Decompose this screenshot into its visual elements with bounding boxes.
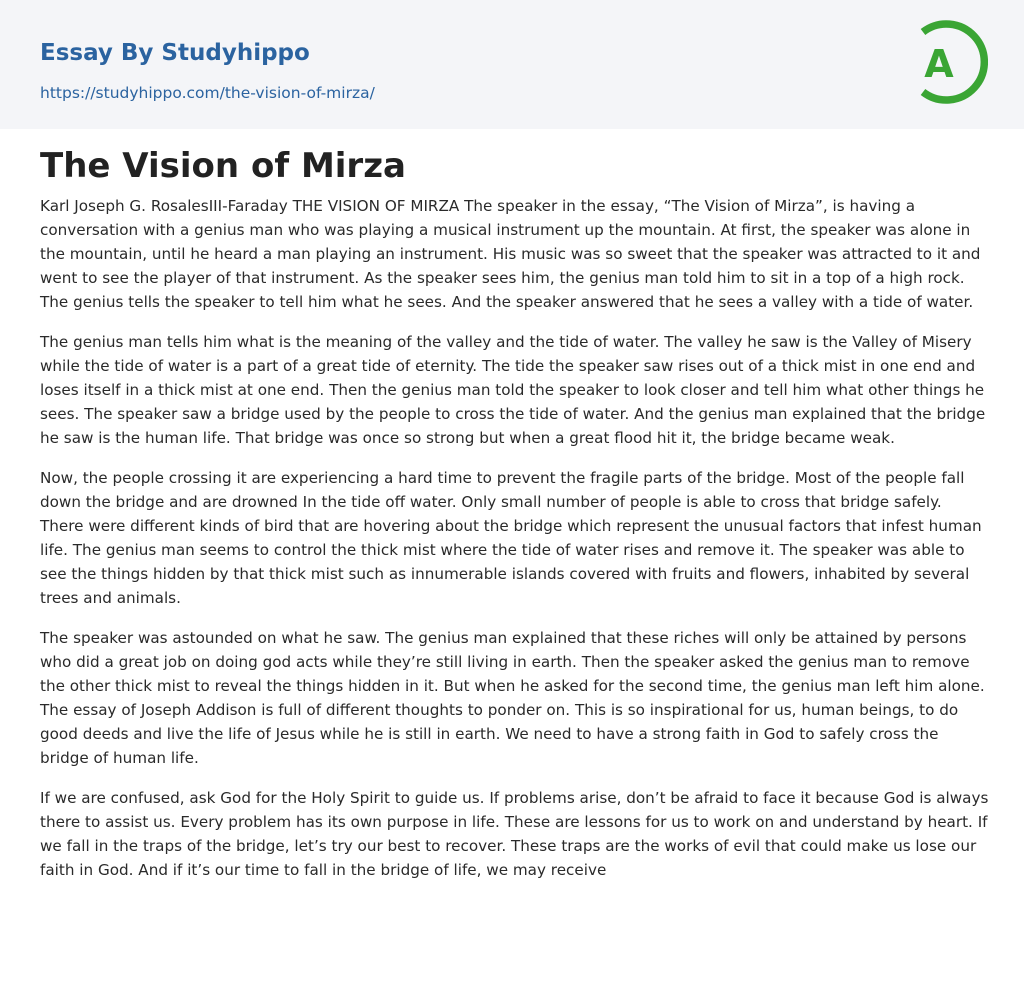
- article-paragraph: The genius man tells him what is the meaning of the valley and the tide of water. The valley he saw is the Valley of Misery while the tide of water is a part of a great tide of eternity. The tide the speaker saw rises out of a thick mist in one end and loses itself in a thick mist at one end. Then the genius man told the speaker to look closer and tell him what other things he sees. The speaker saw a bridge used by the people to cross the tide of water. And the genius man explained that the bridge he saw is the human life. That bridge was once so strong but when a great flood hit it, the bridge became weak.: [40, 333, 986, 447]
- site-brand[interactable]: Essay By Studyhippo: [40, 40, 310, 66]
- article-title: The Vision of Mirza: [40, 146, 406, 186]
- article-paragraph: Now, the people crossing it are experiencing a hard time to prevent the fragile parts of the bridge. Most of the people fall down the bridge and are drowned In the tide off water. Only small number of people is able to cross that bridge safely. There were different kinds of bird that are hovering about the bridge which represent the unusual factors that infest human life. The genius man seems to control the thick mist where the tide of water rises and remove it. The speaker was able to see the things hidden by that thick mist such as innumerable islands covered with fruits and flowers, inhabited by several trees and animals.: [40, 469, 982, 607]
- article-url-link[interactable]: https://studyhippo.com/the-vision-of-mirza/: [40, 84, 375, 102]
- article-paragraph: Karl Joseph G. RosalesIII-Faraday THE VISION OF MIRZA The speaker in the essay, “The Vision of Mirza”, is having a conversation with a genius man who was playing a musical instrument up the mountain. At first, the speaker was alone in the mountain, until he heard a man playing an instrument. His music was so sweet that the speaker was attracted to it and went to see the player of that instrument. As the speaker sees him, the genius man told him to sit in a top of a high rock. The genius tells the speaker to tell him what he sees. And the speaker answered that he sees a valley with a tide of water.: [40, 197, 981, 311]
- studyhippo-a-logo-icon[interactable]: [902, 18, 988, 106]
- article-paragraph: The speaker was astounded on what he saw. The genius man explained that these riches will only be attained by persons who did a great job on doing god acts while they’re still living in earth. Then the speaker asked the genius man to remove the other thick mist to reveal the things hidden in it. But when he asked for the second time, the genius man left him alone. The essay of Joseph Addison is full of different thoughts to ponder on. This is so inspirational for us, human beings, to do good deeds and live the life of Jesus while he is still in earth. We need to have a strong faith in God to safely cross the bridge of human life.: [40, 629, 985, 767]
- page-header: [0, 0, 1024, 129]
- logo-letter: A: [924, 42, 954, 86]
- article-paragraph: If we are confused, ask God for the Holy Spirit to guide us. If problems arise, don’t be afraid to face it because God is always there to assist us. Every problem has its own purpose in life. These are lessons for us to work on and understand by heart. If we fall in the traps of the bridge, let’s try our best to recover. These traps are the works of evil that could make us lose our faith in God. And if it’s our time to fall in the bridge of life, we may receive: [40, 789, 989, 879]
- article-body: [40, 194, 990, 898]
